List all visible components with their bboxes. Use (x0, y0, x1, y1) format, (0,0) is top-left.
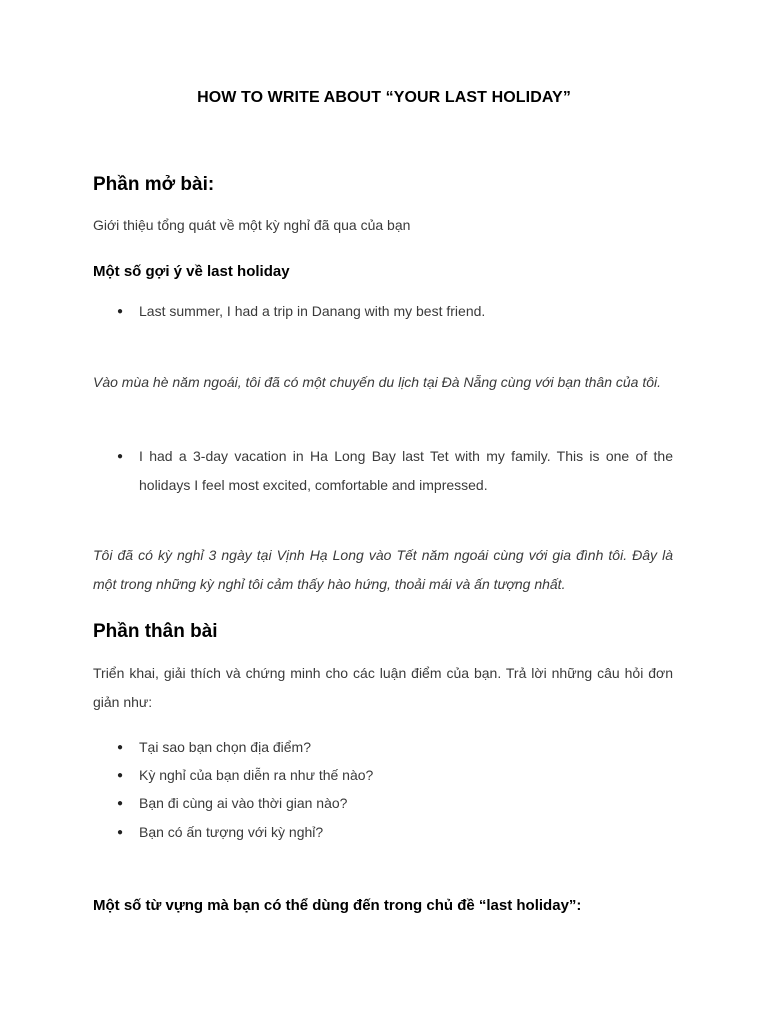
question-text: Kỳ nghỉ của bạn diễn ra như thế nào? (139, 767, 374, 783)
question-item (113, 818, 673, 847)
example-1-vietnamese: Vào mùa hè năm ngoái, tôi đã có một chuyến du lịch tại Đà Nẵng cùng với bạn thân của tôi. (93, 374, 662, 390)
question-item (113, 789, 673, 818)
document-title: HOW TO WRITE ABOUT “YOUR LAST HOLIDAY” (197, 89, 571, 106)
body-heading: Phần thân bài (93, 621, 218, 642)
question-text: Tại sao bạn chọn địa điểm? (139, 739, 311, 755)
intro-description: Giới thiệu tổng quát về một kỳ nghỉ đã qua của bạn (93, 217, 411, 233)
question-item (113, 733, 673, 762)
bullet-icon: ● (116, 827, 124, 838)
suggestions-heading: Một số gợi ý về last holiday (93, 263, 290, 280)
bullet-icon: ● (116, 770, 124, 781)
question-text: Bạn có ấn tượng với kỳ nghỉ? (139, 824, 324, 840)
body-description: Triển khai, giải thích và chứng minh cho các luận điểm của bạn. Trả lời những câu hỏi đơn giản như: (93, 665, 673, 710)
example-2-english-text: I had a 3-day vacation in Ha Long Bay last Tet with my family. This is one of the holidays I feel most excited, comfortable and impressed. (139, 448, 673, 493)
bullet-icon: ● (116, 451, 124, 462)
question-text: Bạn đi cùng ai vào thời gian nào? (139, 795, 348, 811)
vocabulary-heading: Một số từ vựng mà bạn có thể dùng đến trong chủ đề “last holiday”: (93, 897, 582, 914)
example-2-vietnamese: Tôi đã có kỳ nghỉ 3 ngày tại Vịnh Hạ Long vào Tết năm ngoái cùng với gia đình tôi. Đây là một trong những kỳ nghỉ tôi cảm thấy hào hứng, thoải mái và ấn tượng nhất. (93, 547, 673, 592)
example-1-english-text: Last summer, I had a trip in Danang with my best friend. (139, 303, 486, 319)
intro-heading: Phần mở bài: (93, 174, 215, 195)
question-item (113, 761, 673, 790)
bullet-icon: ● (116, 798, 124, 809)
example-2-english (113, 442, 673, 500)
bullet-icon: ● (116, 742, 124, 753)
bullet-icon: ● (116, 306, 124, 317)
example-1-english (113, 297, 673, 326)
